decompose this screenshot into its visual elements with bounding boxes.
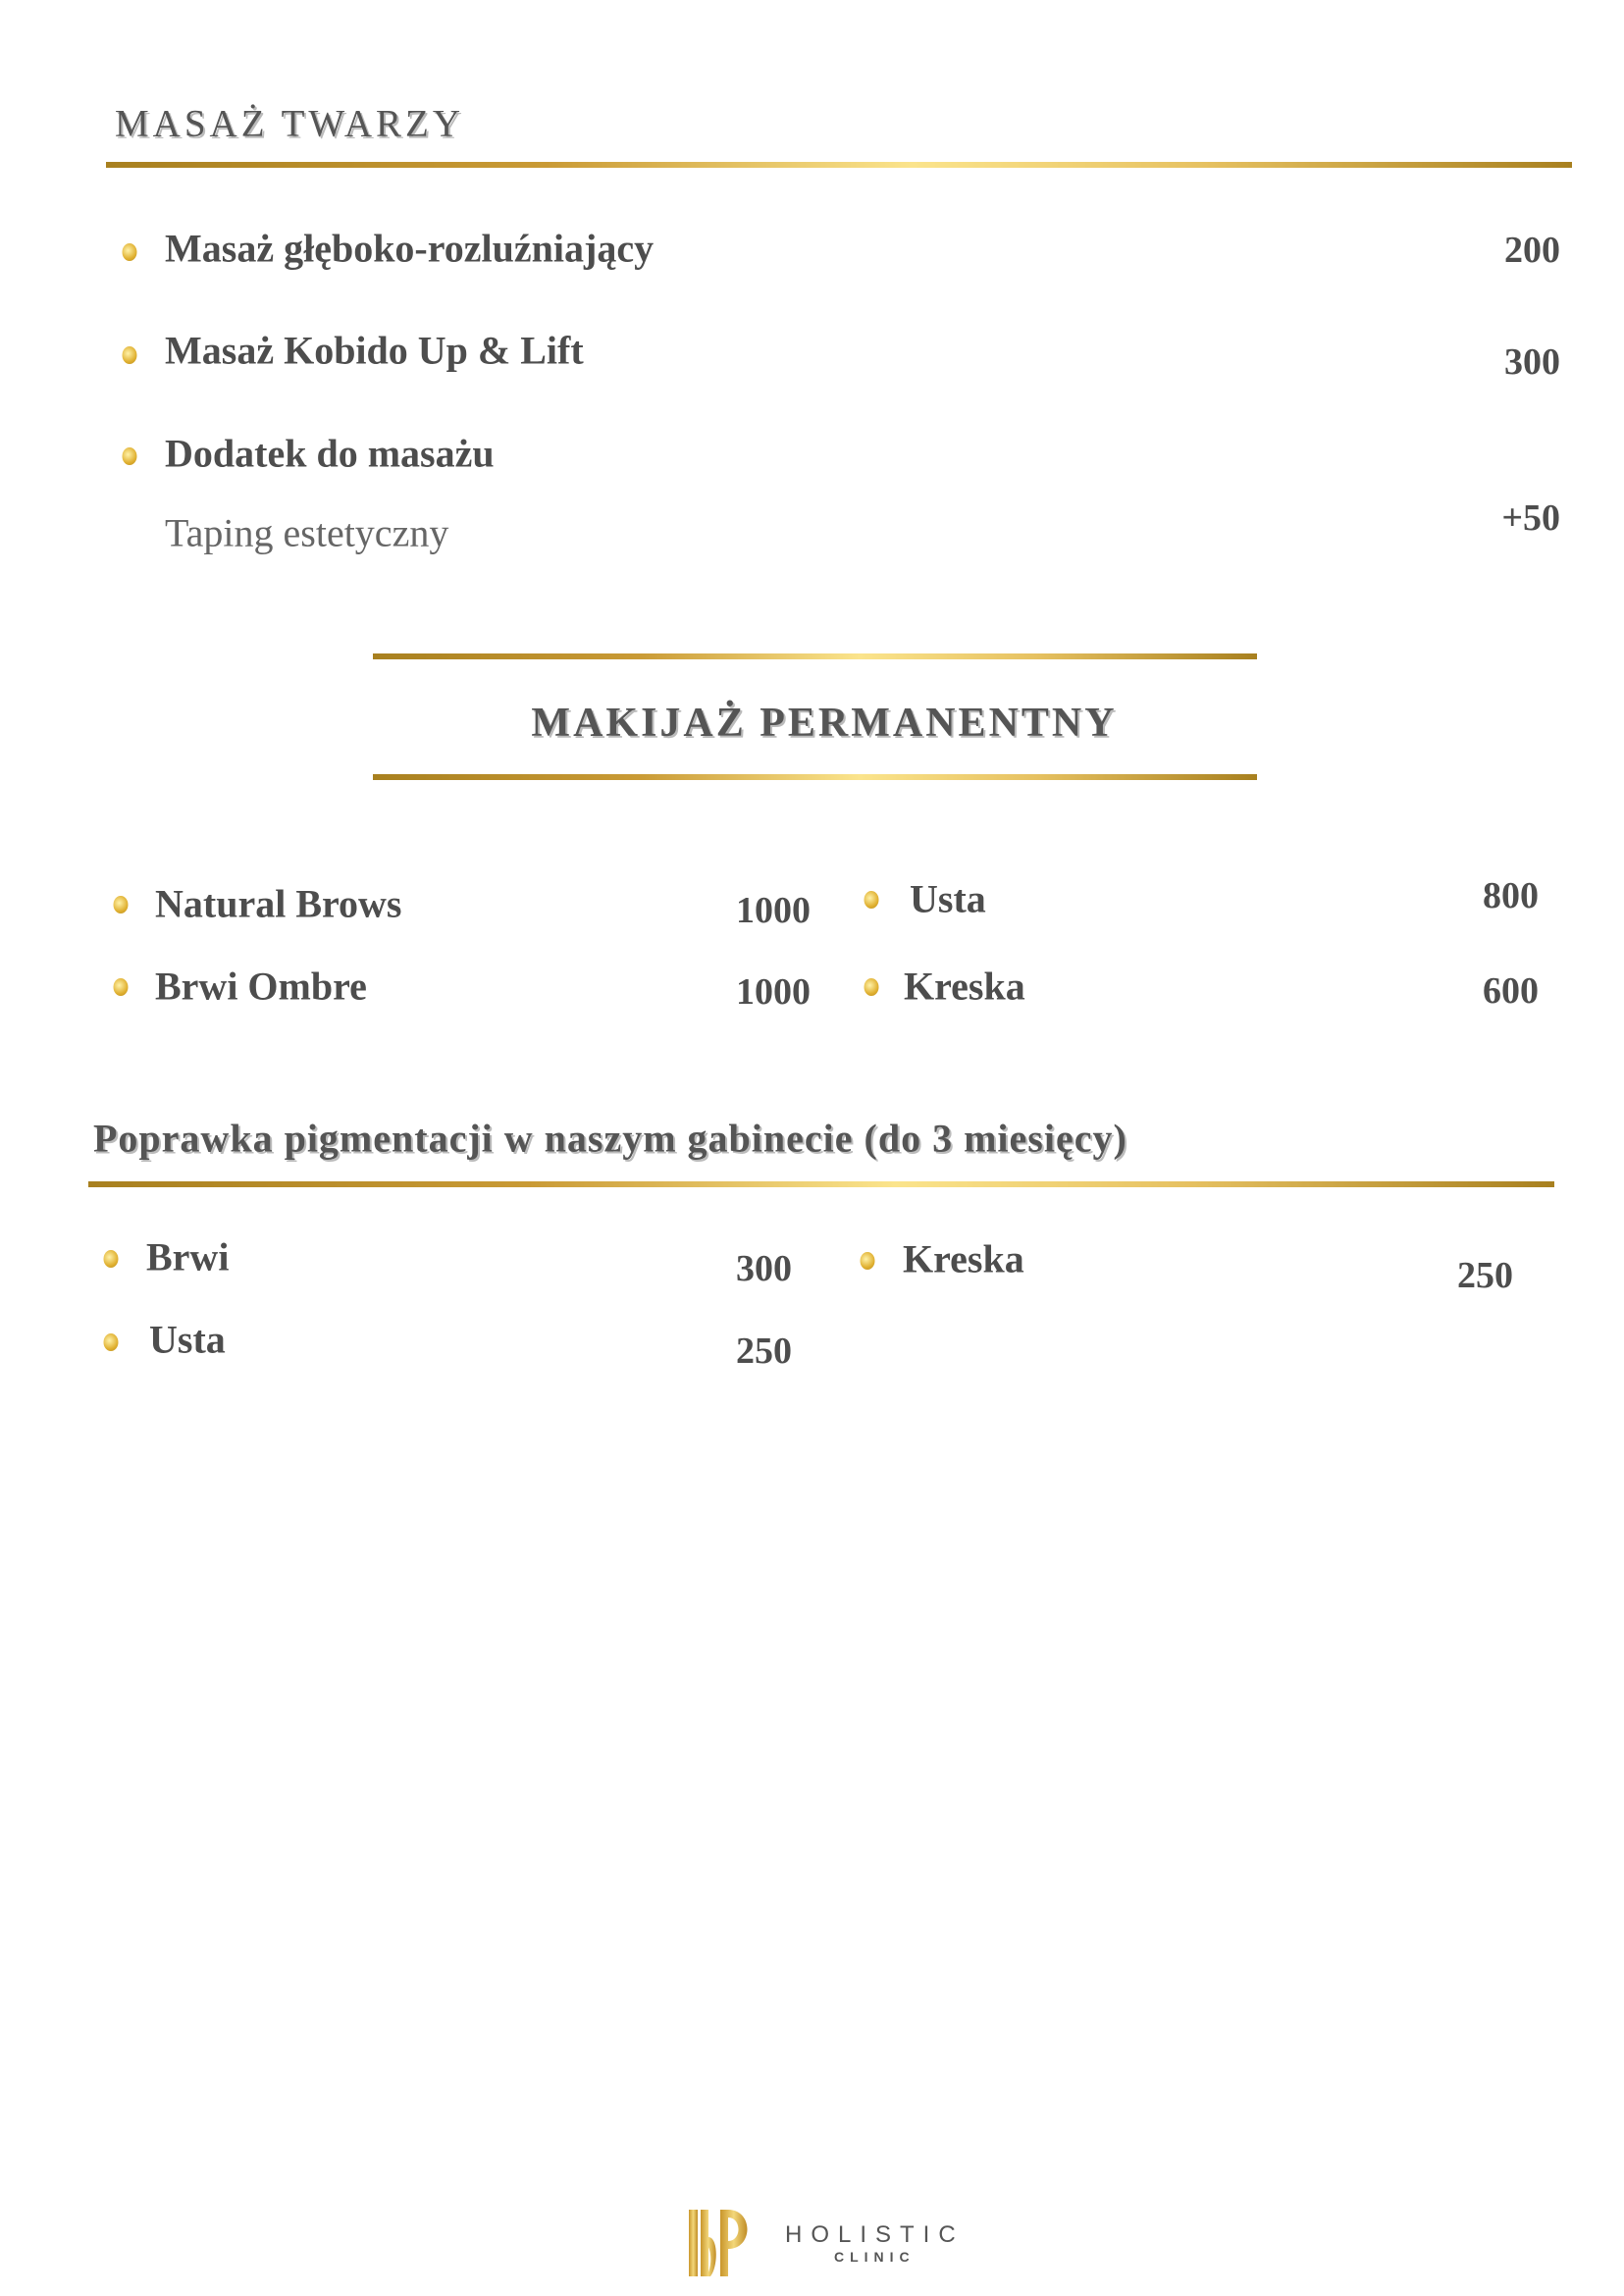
- logo-mark-icon: [687, 2208, 758, 2278]
- service-price: 200: [1504, 230, 1560, 271]
- service-price: 1000: [736, 971, 811, 1013]
- bullet-icon: [123, 346, 137, 364]
- service-price: 300: [1504, 341, 1560, 383]
- divider: [88, 1181, 1554, 1187]
- bullet-icon: [123, 447, 137, 465]
- bullet-icon: [864, 891, 879, 909]
- service-item: Kreska: [903, 1236, 1024, 1281]
- service-price: 800: [1483, 875, 1539, 916]
- bullet-icon: [123, 243, 137, 261]
- logo-name: HOLISTIC: [785, 2221, 965, 2248]
- service-item: Kreska: [904, 964, 1025, 1009]
- bullet-icon: [861, 1252, 875, 1270]
- service-item: Masaż Kobido Up & Lift: [165, 328, 584, 373]
- bullet-icon: [114, 896, 129, 913]
- bullet-icon: [864, 978, 879, 996]
- service-price: 250: [1457, 1255, 1513, 1296]
- service-item: Natural Brows: [155, 881, 402, 926]
- service-price: 300: [736, 1248, 792, 1289]
- service-item: Brwi: [146, 1234, 230, 1279]
- logo-subname: CLINIC: [834, 2249, 916, 2265]
- logo: [687, 2208, 965, 2278]
- bullet-icon: [114, 978, 129, 996]
- section-title-poprawka: Poprawka pigmentacji w naszym gabinecie (do 3 miesięcy): [93, 1116, 1127, 1161]
- divider: [106, 162, 1572, 168]
- divider: [373, 774, 1257, 780]
- service-item: Usta: [910, 876, 986, 921]
- section-title-makijaz: MAKIJAŻ PERMANENTNY: [531, 701, 1118, 746]
- service-item: Masaż głęboko-rozluźniający: [165, 226, 655, 271]
- service-item: Brwi Ombre: [155, 964, 367, 1009]
- service-subitem: Taping estetyczny: [165, 510, 449, 555]
- service-price: 250: [736, 1331, 792, 1372]
- bullet-icon: [104, 1250, 119, 1268]
- service-item: Usta: [149, 1317, 226, 1362]
- divider: [373, 653, 1257, 659]
- bullet-icon: [104, 1333, 119, 1351]
- service-item: Dodatek do masażu: [165, 431, 495, 476]
- service-price: +50: [1501, 497, 1560, 539]
- service-price: 600: [1483, 970, 1539, 1012]
- section-title-masaz-twarzy: MASAŻ TWARZY: [115, 102, 465, 145]
- service-price: 1000: [736, 890, 811, 931]
